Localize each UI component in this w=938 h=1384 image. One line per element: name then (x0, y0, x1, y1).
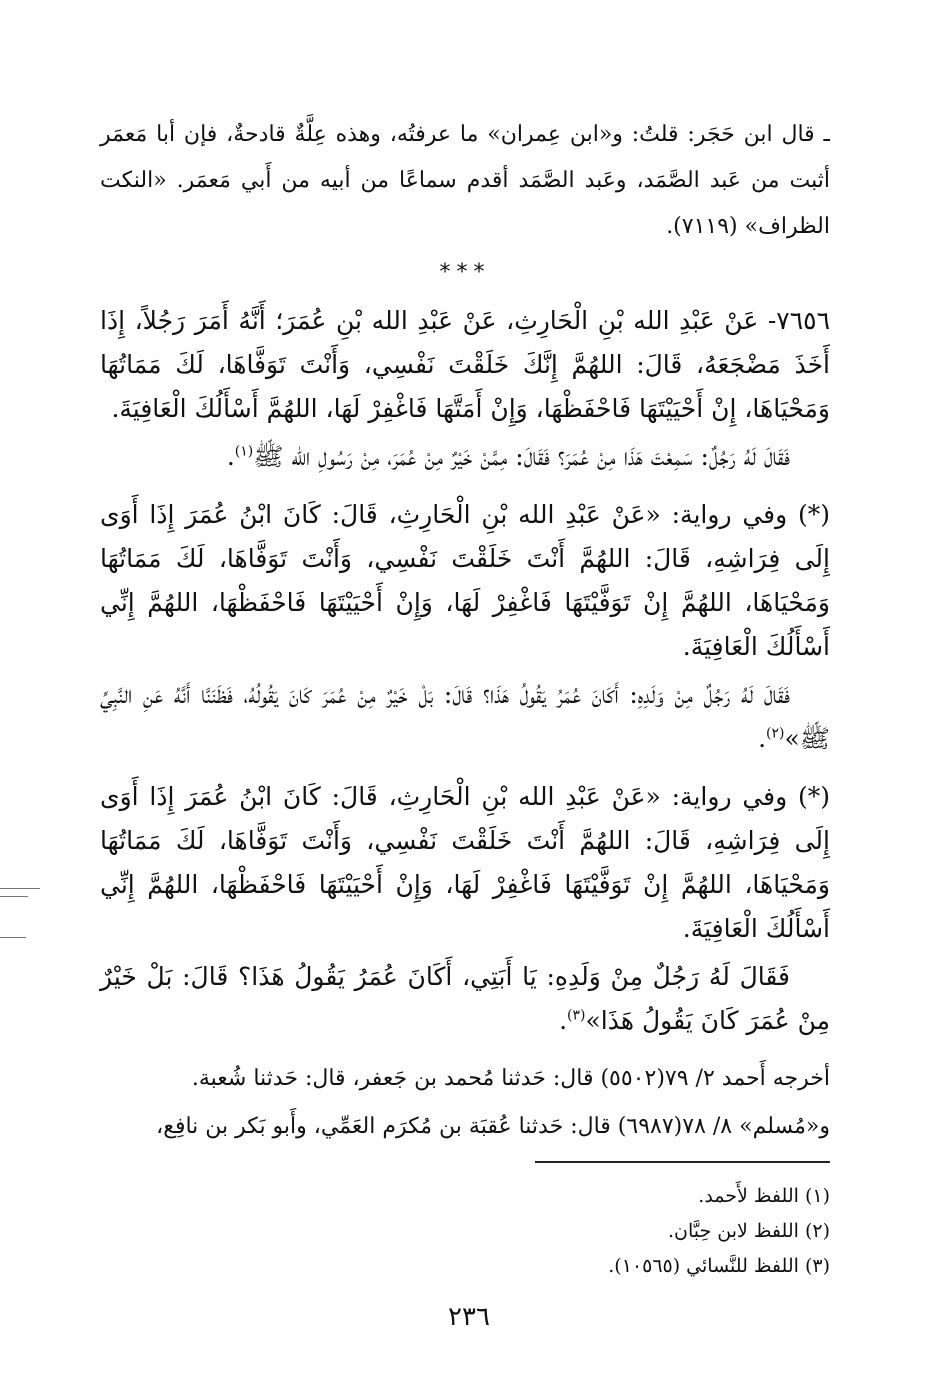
footnote-ref-3: (٣) (567, 1007, 586, 1024)
riwaya-2-follow: فَقَالَ لَهُ رَجُلٌ مِنْ وَلَدِهِ: يَا أَبَتِي، أَكَانَ عُمَرُ يَقُولُ هَذَا؟ قَالَ: بَلْ خَيْرٌ مِنْ عُمَرَ كَانَ يَقُولُ هَذَا»$^{(٣)}$. (100, 962, 830, 1035)
footnote-ref-1: (١) (234, 443, 254, 460)
hadith-main (100, 299, 830, 479)
scan-edge-mark (0, 937, 26, 938)
section-separator: *** (439, 260, 491, 285)
hadith-main-follow: فَقَالَ لَهُ رَجُلٌ: سَمِعْتَ هَذَا مِنْ عُمَرَ؟ فَقَالَ: مِمَّنْ خَيْرٌ مِنْ عُمَرَ، مِنْ رَسُولِ الله ﷺ$^{(١)}$. (226, 442, 790, 471)
page-number: ٢٣٦ (448, 1302, 490, 1332)
intro-paragraph: ـ قال ابن حَجَر: قلتُ: و«ابن عِمران» ما عرفتُه، وهذه عِلَّةٌ قادحةٌ، فإن أبا مَعمَر أثبت من عَبد الصَّمَد، وعَبد الصَّمَد أقدم سماعًا من أبيه من أَبي مَعمَر. «النكت الظراف» (٧١١٩). (100, 122, 830, 239)
footnote-2: (٢) اللفظ لابن حِبَّان. (667, 1220, 830, 1242)
takhrij-line: أخرجه أَحمد ٢/ ٧٩(٥٥٠٢) قال: حَدثنا مُحمد بن جَعفر، قال: حَدثنا شُعبة. (191, 1066, 830, 1091)
hadith-main-text: ٧٦٥٦- عَنْ عَبْدِ الله بْنِ الْحَارِثِ، عَنْ عَبْدِ الله بْنِ عُمَرَ؛ أَنَّهُ أَمَرَ رَجُلاً، إِذَا أَخَذَ مَضْجَعَهُ، قَالَ: اللهُمَّ إِنَّكَ خَلَقْتَ نَفْسِي، وَأَنْتَ تَوَفَّاهَا، لَكَ مَمَاتُهَا وَمَحْيَاهَا، إِنْ أَحْيَيْتَهَا فَاحْفَظْهَا، وَإِنْ أَمَتَّهَا فَاغْفِرْ لَهَا، اللهُمَّ أَسْأَلُكَ الْعَافِيَةَ. (100, 306, 830, 423)
footnote-1: (١) اللفظ لأَحمد. (698, 1185, 830, 1207)
scan-edge-mark (0, 896, 28, 897)
page-body (100, 112, 830, 1284)
riwaya-1-follow: فَقَالَ لَهُ رَجُلٌ مِنْ وَلَدِهِ: أَكَانَ عُمَرُ يَقُولُ هَذَا؟ قَالَ: بَلْ خَيْرٌ مِنْ عُمَرَ كَانَ يَقُولُهُ، فَظَنَنَّا أَنَّهُ عَنِ النَّبِيِّ ﷺ»$^{(٢)}$. (100, 680, 830, 753)
footnote-3: (٣) اللفظ للنَّسائي (١٠٥٦٥). (608, 1255, 830, 1277)
riwaya-2-text: (*) وفي رواية: «عَنْ عَبْدِ الله بْنِ الْحَارِثِ، قَالَ: كَانَ ابْنُ عُمَرَ إِذَا أَوَى إِلَى فِرَاشِهِ، قَالَ: اللهُمَّ أَنْتَ خَلَقْتَ نَفْسِي، وَأَنْتَ تَوَفَّاهَا، لَكَ مَمَاتُهَا وَمَحْيَاهَا، اللهُمَّ إِنْ تَوَفَّيْتَهَا فَاغْفِرْ لَهَا، وَإِنْ أَحْيَيْتَهَا فَاحْفَظْهَا، اللهُمَّ إِنِّي أَسْأَلُكَ الْعَافِيَةَ. (100, 782, 830, 943)
takhrij-section (100, 1057, 830, 1149)
riwaya-2-follow-text: فَقَالَ لَهُ رَجُلٌ مِنْ وَلَدِهِ: يَا أَبَتِي، أَكَانَ عُمَرُ يَقُولُ هَذَا؟ قَالَ: بَلْ خَيْرٌ مِنْ عُمَرَ كَانَ يَقُولُ هَذَا» (100, 962, 830, 1035)
footnotes (100, 1179, 830, 1284)
hadith-main-follow-text: فَقَالَ لَهُ رَجُلٌ: سَمِعْتَ هَذَا مِنْ عُمَرَ؟ فَقَالَ: مِمَّنْ خَيْرٌ مِنْ عُمَرَ، مِنْ رَسُولِ الله ﷺ (253, 442, 790, 471)
footnote-divider (535, 1161, 830, 1163)
takhrij-line: و«مُسلم» ٨/ ٧٨(٦٩٨٧) قال: حَدثنا عُقبَة بن مُكرَم العَمِّي، وأَبو بَكر بن نافِع، (156, 1114, 830, 1139)
scan-edge-mark (0, 888, 40, 889)
footnote-ref-2: (٢) (766, 725, 785, 742)
riwaya-2 (100, 775, 830, 1043)
riwaya-1 (100, 493, 830, 761)
riwaya-1-follow-text: فَقَالَ لَهُ رَجُلٌ مِنْ وَلَدِهِ: أَكَانَ عُمَرُ يَقُولُ هَذَا؟ قَالَ: بَلْ خَيْرٌ مِنْ عُمَرَ كَانَ يَقُولُهُ، فَظَنَنَّا أَنَّهُ عَنِ النَّبِيِّ ﷺ» (100, 680, 830, 753)
riwaya-1-text: (*) وفي رواية: «عَنْ عَبْدِ الله بْنِ الْحَارِثِ، قَالَ: كَانَ ابْنُ عُمَرَ إِذَا أَوَى إِلَى فِرَاشِهِ، قَالَ: اللهُمَّ أَنْتَ خَلَقْتَ نَفْسِي، وَأَنْتَ تَوَفَّاهَا، لَكَ مَمَاتُهَا وَمَحْيَاهَا، اللهُمَّ إِنْ تَوَفَّيْتَهَا فَاغْفِرْ لَهَا، وَإِنْ أَحْيَيْتَهَا فَاحْفَظْهَا، اللهُمَّ إِنِّي أَسْأَلُكَ الْعَافِيَةَ. (100, 500, 830, 661)
